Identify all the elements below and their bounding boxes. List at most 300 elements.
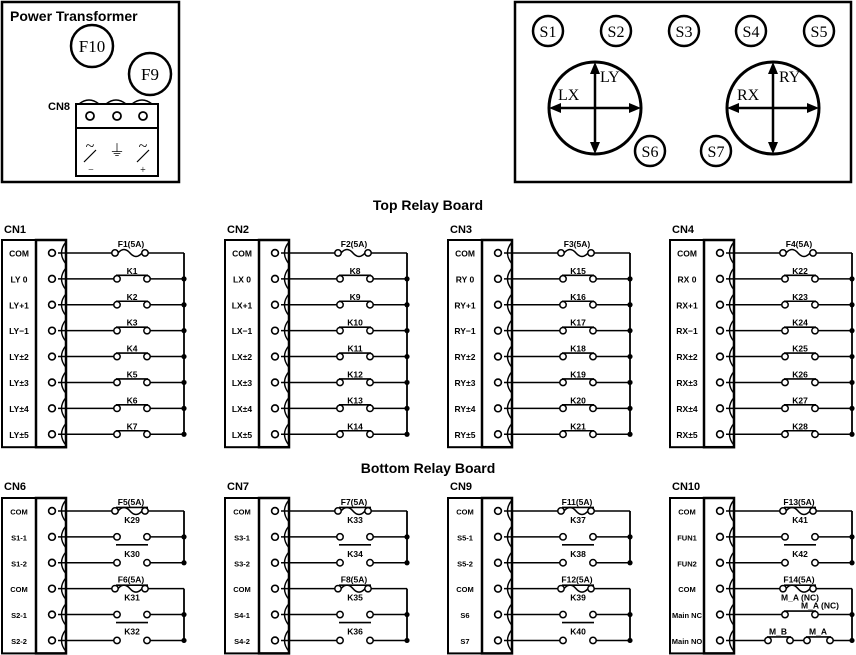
terminal-block: [704, 240, 734, 447]
pin-label: RX−1: [676, 326, 698, 337]
connector-label: CN10: [672, 481, 701, 493]
pin-label: RY−1: [454, 326, 476, 337]
terminal-screw: [717, 508, 724, 515]
pin-label: RX±2: [676, 352, 698, 363]
contact-icon: [365, 508, 371, 514]
terminal-screw: [717, 405, 724, 412]
terminal-screw: [49, 250, 56, 257]
contact-icon: [782, 353, 788, 359]
pin-label: COM: [10, 507, 28, 517]
relay-label: K28: [792, 421, 808, 432]
terminal-screw: [495, 327, 502, 334]
terminal-screw: [717, 275, 724, 282]
pin-label-column: [225, 498, 259, 653]
junction-dot: [181, 534, 186, 539]
contact-icon: [367, 353, 373, 359]
terminal-screw: [49, 637, 56, 644]
pin-label: LX±3: [231, 377, 253, 388]
relay-label: K17: [570, 317, 586, 328]
terminal-screw: [49, 379, 56, 386]
junction-dot: [849, 612, 854, 617]
contact-icon: [782, 327, 788, 333]
contact-icon: [588, 508, 594, 514]
contact-icon: [590, 560, 596, 566]
junction-dot: [627, 612, 632, 617]
contact-icon: [588, 250, 594, 256]
relay-label: K12: [347, 369, 363, 380]
pin-label: S2-2: [11, 636, 27, 646]
contact-icon: [114, 405, 120, 411]
contact-icon: [367, 405, 373, 411]
relay-label: K10: [347, 317, 363, 328]
contact-icon: [780, 250, 786, 256]
terminal-screw: [272, 431, 279, 438]
fuse-label: F6(5A): [117, 574, 145, 585]
switch-label: S3: [675, 24, 693, 41]
contact-icon: [144, 302, 150, 308]
terminal-block: [36, 240, 66, 447]
contact-icon: [810, 508, 816, 514]
power-transformer-title: Power Transformer: [10, 8, 138, 24]
relay-label: K8: [349, 265, 361, 276]
contact-icon: [590, 276, 596, 282]
relay-label: K30: [124, 548, 140, 559]
pin-label: RY±3: [454, 377, 476, 388]
terminal-screw: [49, 559, 56, 566]
terminal-screw: [495, 405, 502, 412]
bottom-relay-board-title: Bottom Relay Board: [360, 460, 496, 476]
relay-board-cn4: [670, 224, 855, 447]
left-joystick: [549, 62, 641, 154]
terminal-block: [482, 240, 512, 447]
contact-icon: [365, 250, 371, 256]
pin-label: LY±4: [9, 403, 29, 414]
right-arrow-icon: [629, 103, 641, 113]
pin-label: S1-2: [11, 559, 27, 569]
terminal-screw: [49, 508, 56, 515]
pin-label: S4-1: [234, 611, 250, 621]
switch-s4: [736, 16, 766, 46]
contact-icon: [337, 276, 343, 282]
contact-icon: [337, 431, 343, 437]
terminal-screw: [717, 611, 724, 618]
contact-icon: [114, 560, 120, 566]
contact-icon: [114, 534, 120, 540]
pin-label-column: [448, 498, 482, 653]
fuse-f9-label: F9: [141, 65, 159, 84]
fuse-icon: [341, 585, 365, 592]
fuse-label: F3(5A): [563, 238, 591, 249]
switch-label: S5: [810, 24, 828, 41]
relay-label: K27: [792, 395, 808, 406]
relay-label: K26: [792, 369, 808, 380]
terminal-screw: [272, 559, 279, 566]
contact-icon: [142, 250, 148, 256]
contact-icon: [812, 560, 818, 566]
contact-icon: [765, 637, 771, 643]
contact-icon: [560, 431, 566, 437]
contact-icon: [144, 611, 150, 617]
contact-icon: [337, 560, 343, 566]
contact-icon: [812, 379, 818, 385]
contact-icon: [804, 637, 810, 643]
terminal-block: [36, 498, 66, 653]
contact-icon: [812, 534, 818, 540]
relay-label: K34: [347, 548, 363, 559]
relay-label: K22: [792, 265, 808, 276]
terminal-screw: [495, 379, 502, 386]
contact-icon: [782, 611, 788, 617]
relay-label: K40: [570, 626, 586, 637]
pin-label: RY±4: [454, 403, 476, 414]
terminal-screw: [272, 611, 279, 618]
terminal-screw: [272, 250, 279, 257]
connector-label: CN7: [227, 481, 250, 493]
terminal-screw: [495, 301, 502, 308]
contact-icon: [337, 637, 343, 643]
relay-board-cn3: [448, 224, 633, 447]
pin-label: S5-2: [457, 559, 473, 569]
terminal-screw: [717, 533, 724, 540]
relay-board-cn7: [225, 481, 410, 653]
contact-icon: [112, 508, 118, 514]
contact-icon: [335, 250, 341, 256]
contact-icon: [590, 379, 596, 385]
contact-icon: [590, 353, 596, 359]
contact-icon: [144, 276, 150, 282]
contact-icon: [560, 560, 566, 566]
pin-label: COM: [232, 248, 252, 259]
fuse-icon: [564, 507, 588, 514]
contact-icon: [114, 327, 120, 333]
contact-icon: [812, 327, 818, 333]
relay-label: K37: [570, 514, 586, 525]
terminal-screw: [717, 585, 724, 592]
relay-label: K35: [347, 592, 363, 603]
contact-icon: [558, 585, 564, 591]
bottom-relay-board: [2, 481, 855, 653]
pin-label-column: [448, 240, 482, 447]
relay-label: M_A (NC): [781, 592, 819, 603]
contact-icon: [114, 637, 120, 643]
contact-icon: [114, 302, 120, 308]
terminal-plus-mark: +: [140, 165, 146, 176]
contact-icon: [812, 353, 818, 359]
contact-icon: [827, 637, 833, 643]
contact-icon: [367, 534, 373, 540]
junction-dot: [849, 638, 854, 643]
top-relay-board-title: Top Relay Board: [372, 197, 484, 213]
terminal-screw: [495, 533, 502, 540]
relay-label: K11: [347, 343, 363, 354]
pin-label: LX±5: [231, 429, 253, 440]
left-stick-x-label: LX: [558, 87, 580, 104]
contact-icon: [337, 611, 343, 617]
junction-dot: [849, 560, 854, 565]
fuse-label: F8(5A): [340, 574, 368, 585]
terminal-block: [482, 498, 512, 653]
pin-label: S3-2: [234, 559, 250, 569]
relay-label: K4: [126, 343, 138, 354]
switch-label: S6: [641, 144, 659, 161]
fuse-icon: [786, 585, 810, 592]
contact-icon: [337, 327, 343, 333]
contact-icon: [810, 585, 816, 591]
terminal-screw: [272, 585, 279, 592]
connector-label: CN3: [450, 224, 473, 236]
pin-label: COM: [9, 248, 29, 259]
contact-icon: [782, 405, 788, 411]
power-transformer-panel: [2, 2, 179, 182]
contact-icon: [590, 637, 596, 643]
junction-dot: [181, 638, 186, 643]
contact-icon: [590, 302, 596, 308]
contact-icon: [114, 276, 120, 282]
contact-icon: [335, 508, 341, 514]
fuse-icon: [786, 507, 810, 514]
relay-label: K13: [347, 395, 363, 406]
pin-label: RX+1: [676, 300, 698, 311]
connector-label: CN2: [227, 224, 250, 236]
relay-label: K6: [126, 395, 138, 406]
fuse-label: F4(5A): [785, 238, 813, 249]
fuse-label: F5(5A): [117, 496, 145, 507]
junction-dot: [181, 560, 186, 565]
relay-label: K2: [126, 291, 138, 302]
contact-icon: [367, 637, 373, 643]
terminal-screw: [495, 611, 502, 618]
right-joystick: [727, 62, 819, 154]
relay-label: K5: [126, 369, 138, 380]
pin-label: COM: [678, 585, 696, 595]
terminal-screw: [717, 353, 724, 360]
terminal-screw: [49, 327, 56, 334]
fuse-icon: [118, 507, 142, 514]
terminal-screw: [272, 508, 279, 515]
relay-label: K14: [347, 421, 363, 432]
contact-icon: [560, 276, 566, 282]
pin-label: S2-1: [11, 611, 27, 621]
junction-dot: [404, 638, 409, 643]
contact-icon: [590, 405, 596, 411]
contact-icon: [812, 405, 818, 411]
terminal-block: [259, 240, 289, 447]
contact-icon: [812, 611, 818, 617]
relay-label: M_A: [809, 626, 827, 637]
left-arrow-icon: [727, 103, 739, 113]
up-arrow-icon: [768, 62, 778, 74]
connector-label: CN4: [672, 224, 695, 236]
contact-icon: [812, 276, 818, 282]
pin-label: COM: [233, 585, 251, 595]
contact-icon: [337, 353, 343, 359]
cn8-screw-2: [113, 112, 121, 120]
contact-icon: [114, 353, 120, 359]
fuse-label: F11(5A): [561, 496, 593, 507]
contact-icon: [590, 327, 596, 333]
ac-in-icon: ~: [85, 138, 95, 155]
relay-label: K7: [126, 421, 138, 432]
relay-label: K36: [347, 626, 363, 637]
contact-icon: [337, 302, 343, 308]
cn8-screw-3: [139, 112, 147, 120]
pin-label: LX 0: [233, 274, 251, 285]
pin-label: FUN2: [677, 559, 697, 569]
contact-icon: [144, 560, 150, 566]
contact-icon: [560, 302, 566, 308]
terminal-screw: [49, 301, 56, 308]
relay-label: K39: [570, 592, 586, 603]
contact-icon: [367, 611, 373, 617]
connector-label: CN9: [450, 481, 473, 493]
ground-icon: ⏚: [108, 143, 126, 160]
switch-label: S7: [707, 144, 725, 161]
contact-icon: [335, 585, 341, 591]
relay-label: K3: [126, 317, 138, 328]
pin-label-column: [2, 498, 36, 653]
pin-label: S7: [460, 636, 470, 646]
fuse-label: F13(5A): [783, 496, 815, 507]
contact-icon: [144, 353, 150, 359]
terminal-screw: [495, 275, 502, 282]
fuse-icon: [341, 249, 365, 256]
pin-label-column: [225, 240, 259, 447]
ac-out-icon: ~: [138, 138, 148, 155]
terminal-screw: [49, 533, 56, 540]
fuse-icon: [564, 585, 588, 592]
contact-icon: [812, 431, 818, 437]
terminal-screw: [49, 275, 56, 282]
switch-s1: [533, 16, 563, 46]
terminal-screw: [272, 301, 279, 308]
pin-label: RX±3: [676, 377, 698, 388]
contact-icon: [590, 431, 596, 437]
pin-label: RY±5: [454, 429, 476, 440]
relay-label: K25: [792, 343, 808, 354]
relay-board-cn10: [670, 481, 855, 653]
contact-icon: [560, 353, 566, 359]
pin-label: LY−1: [9, 326, 29, 337]
junction-dot: [627, 638, 632, 643]
switch-label: S1: [539, 24, 557, 41]
switch-label: S2: [607, 24, 625, 41]
relay-board-cn6: [2, 481, 187, 653]
relay-label: K20: [570, 395, 586, 406]
fuse-icon: [118, 249, 142, 256]
terminal-screw: [49, 611, 56, 618]
contact-icon: [588, 585, 594, 591]
switch-s5: [804, 16, 834, 46]
relay-label: K31: [124, 592, 140, 603]
left-stick-y-label: LY: [600, 69, 620, 86]
terminal-screw: [272, 379, 279, 386]
contact-icon: [560, 637, 566, 643]
relay-label: K15: [570, 265, 586, 276]
relay-label: M_B: [769, 626, 787, 637]
fuse-icon: [118, 585, 142, 592]
junction-dot: [404, 534, 409, 539]
contact-icon: [590, 534, 596, 540]
terminal-screw: [272, 637, 279, 644]
fuse-f10-label: F10: [78, 37, 106, 56]
cn8-screw-1: [86, 112, 94, 120]
contact-icon: [144, 431, 150, 437]
contact-icon: [810, 250, 816, 256]
relay-label: K21: [570, 421, 586, 432]
terminal-screw: [495, 508, 502, 515]
relay-label: K38: [570, 548, 586, 559]
connector-label: CN6: [4, 481, 27, 493]
pin-label: Main NO: [671, 636, 703, 646]
contact-icon: [337, 405, 343, 411]
pin-label-column: [670, 240, 704, 447]
fuse-label: F14(5A): [783, 574, 815, 585]
pin-label: FUN1: [677, 533, 697, 543]
terminal-screw: [272, 327, 279, 334]
relay-label: K29: [124, 514, 140, 525]
pin-label: COM: [677, 248, 697, 259]
contact-icon: [780, 508, 786, 514]
contact-icon: [560, 534, 566, 540]
relay-board-cn9: [448, 481, 633, 653]
terminal-screw: [495, 353, 502, 360]
pin-label: COM: [10, 585, 28, 595]
pin-label: S6: [460, 611, 470, 621]
pin-label: RX±5: [676, 429, 698, 440]
contact-icon: [112, 250, 118, 256]
contact-icon: [782, 276, 788, 282]
terminal-screw: [717, 559, 724, 566]
terminal-screw: [49, 585, 56, 592]
terminal-screw: [49, 405, 56, 412]
pin-label: COM: [233, 507, 251, 517]
switch-s6: [635, 136, 665, 166]
contact-icon: [114, 611, 120, 617]
contact-icon: [782, 431, 788, 437]
junction-dot: [627, 560, 632, 565]
terminal-screw: [717, 637, 724, 644]
terminal-screw: [717, 327, 724, 334]
pin-label: S5-1: [457, 533, 473, 543]
terminal-screw: [717, 431, 724, 438]
switch-s7: [701, 136, 731, 166]
relay-label: K41: [792, 514, 808, 525]
cn8-terminal-block: [76, 100, 158, 176]
fuse-icon: [341, 507, 365, 514]
junction-dot: [627, 534, 632, 539]
fuse-label: F1(5A): [117, 238, 145, 249]
contact-icon: [367, 302, 373, 308]
right-arrow-icon: [807, 103, 819, 113]
contact-icon: [560, 327, 566, 333]
terminal-screw: [49, 431, 56, 438]
pin-label: LX±2: [231, 352, 253, 363]
right-stick-x-label: RX: [737, 87, 760, 104]
up-arrow-icon: [590, 62, 600, 74]
relay-board-cn1: [2, 224, 187, 447]
contact-icon: [142, 508, 148, 514]
left-arrow-icon: [549, 103, 561, 113]
terminal-block: [704, 498, 734, 653]
terminal-screw: [495, 585, 502, 592]
pin-label: COM: [678, 507, 696, 517]
contact-icon: [590, 611, 596, 617]
down-arrow-icon: [768, 142, 778, 154]
relay-label: M_A (NC): [801, 600, 839, 611]
contact-icon: [144, 327, 150, 333]
down-arrow-icon: [590, 142, 600, 154]
pin-label: LX−1: [231, 326, 253, 337]
